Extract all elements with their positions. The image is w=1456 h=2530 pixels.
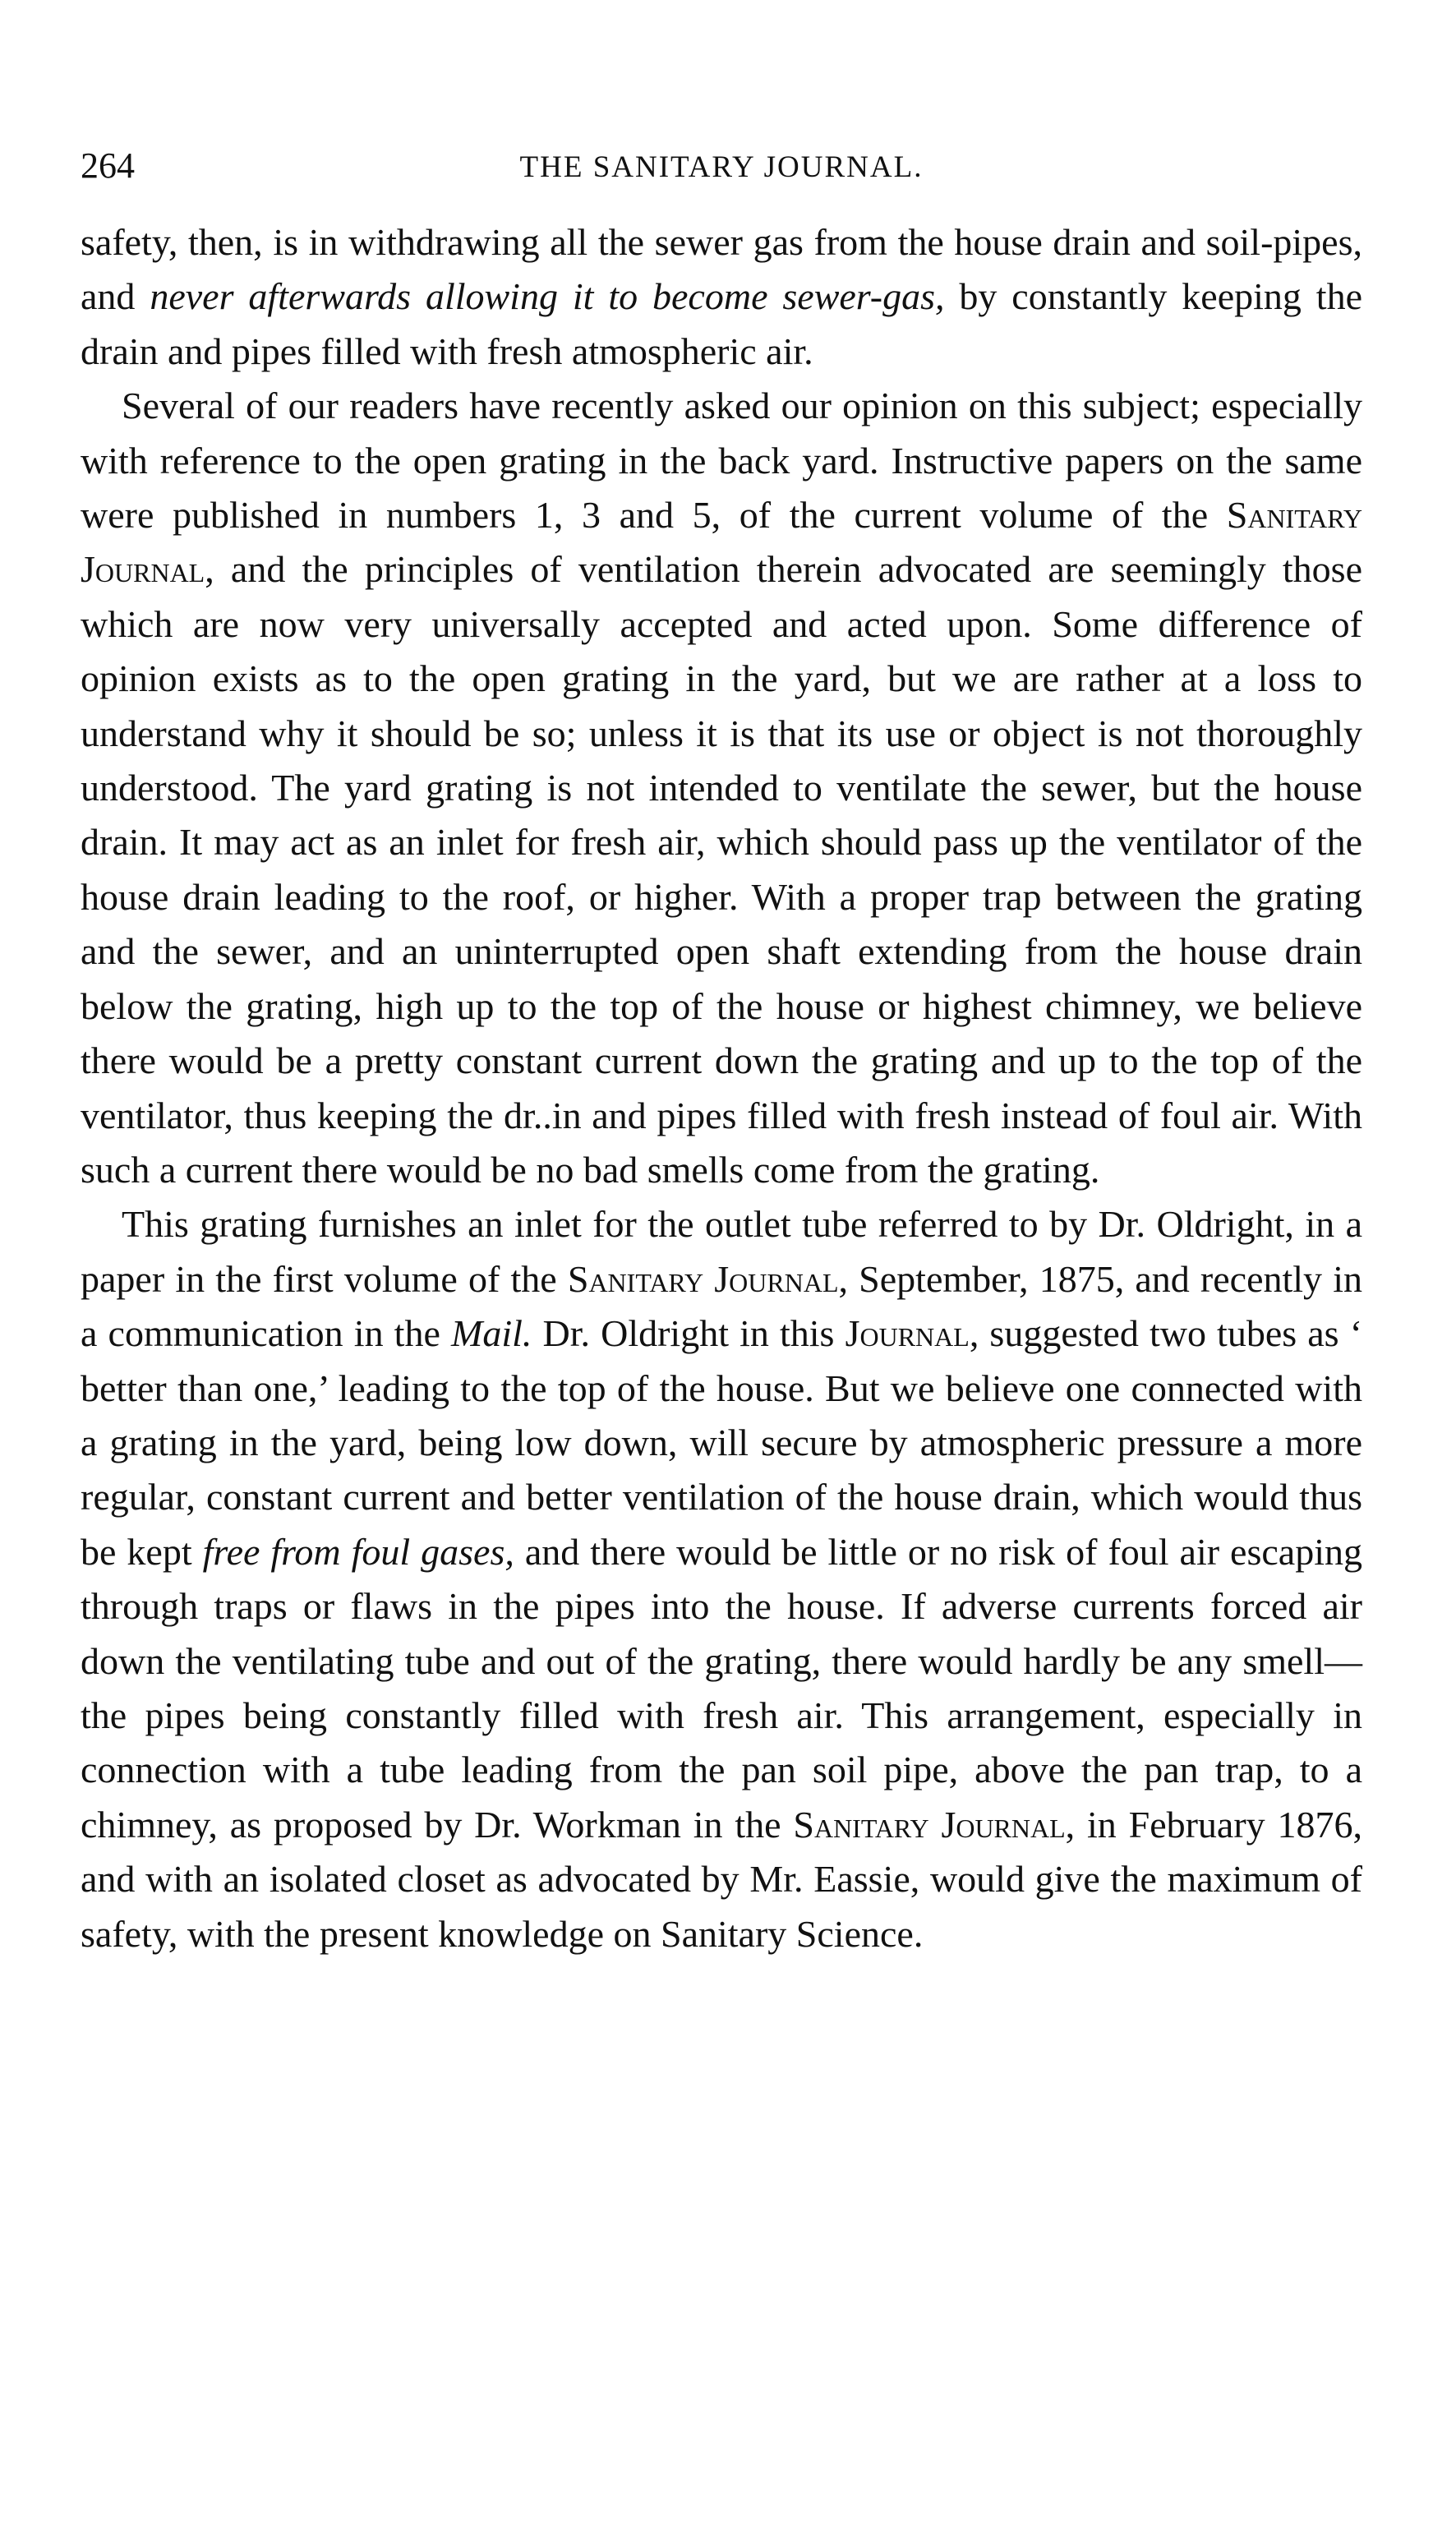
- journal-name-smallcaps: Sanitary Journal: [793, 1803, 1066, 1846]
- article-body: [81, 215, 1362, 1961]
- paragraph-outlet-tube: [81, 1197, 1362, 1961]
- text-segment: , in February 1876, and with an isolated closet as advocated by Mr. Eassie, would give the maximum of safety, with the present knowledge on Sanitary Science.: [81, 1803, 1362, 1955]
- paragraph-continuation: [81, 215, 1362, 379]
- journal-name-smallcaps: Sanitary Journal: [81, 494, 1362, 591]
- text-segment: safety, then, is in withdrawing all the sewer gas from the house drain and soil-pipes, and: [81, 221, 1362, 318]
- page-number: 264: [81, 145, 135, 186]
- italic-text: free from foul gases,: [202, 1530, 514, 1573]
- text-segment: Dr. Oldright in this: [532, 1312, 845, 1355]
- journal-title: THE SANITARY JOURNAL.: [519, 150, 924, 184]
- text-segment: , suggested two tubes as ‘ better than one,’ leading to the top of the house. But we believe one connected with a grating in the yard, being low down, will secure by atmospheric pressure a more regular, constant current and better ventilation of the house drain, which would thus be kept: [81, 1312, 1363, 1573]
- text-segment: Several of our readers have recently asked our opinion on this subject; especially with reference to the open grating in the back yard. Instructive papers on the same were published in numbers 1, 3 and 5, of the current volume of the: [81, 385, 1362, 537]
- text-segment: , and the principles of ventilation therein advocated are seemingly those which are now very universally accepted and acted upon. Some difference of opinion exists as to the open grating in the yard, but we are rather at a loss to understand why it should be so; unless it is that its use or object is not thoroughly understood. The yard grating is not intended to ventilate the sewer, but the house drain. It may act as an inlet for fresh air, which should pass up the ventilator of the house drain leading to the roof, or higher. With a proper trap between the grating and the sewer, and an uninterrupted open shaft extending from the house drain below the grating, high up to the top of the house or highest chimney, we believe there would be a pretty constant current down the grating and up to the top of the ventilator, thus keeping the dr..in and pipes filled with fresh instead of foul air. With such a current there would be no bad smells come from the grating.: [81, 548, 1362, 1191]
- text-segment: , September, 1875, and recently in a communication in the: [81, 1257, 1363, 1355]
- italic-text: never afterwards allowing it to become sewer-gas,: [150, 275, 945, 318]
- italic-text: Mail.: [451, 1312, 532, 1355]
- running-head: [81, 145, 1362, 194]
- text-segment: by constantly keeping the drain and pipes filled with fresh atmospheric air.: [81, 275, 1362, 372]
- journal-name-smallcaps: Journal: [845, 1312, 970, 1355]
- text-segment: and there would be little or no risk of foul air escaping through traps or flaws in the pipes into the house. If adverse currents forced air down the ventilating tube and out of the grating, there would hardly be any smell—the pipes being constantly filled with fresh air. This arrangement, especially in connection with a tube leading from the pan soil pipe, above the pan trap, to a chimney, as proposed by Dr. Workman in the: [81, 1530, 1362, 1846]
- paragraph-yard-grating: [81, 379, 1362, 1197]
- journal-name-smallcaps: Sanitary Journal: [567, 1257, 839, 1300]
- book-page: [81, 145, 1362, 1961]
- text-segment: This grating furnishes an inlet for the outlet tube referred to by Dr. Oldright, in a paper in the first volume of the: [81, 1203, 1362, 1300]
